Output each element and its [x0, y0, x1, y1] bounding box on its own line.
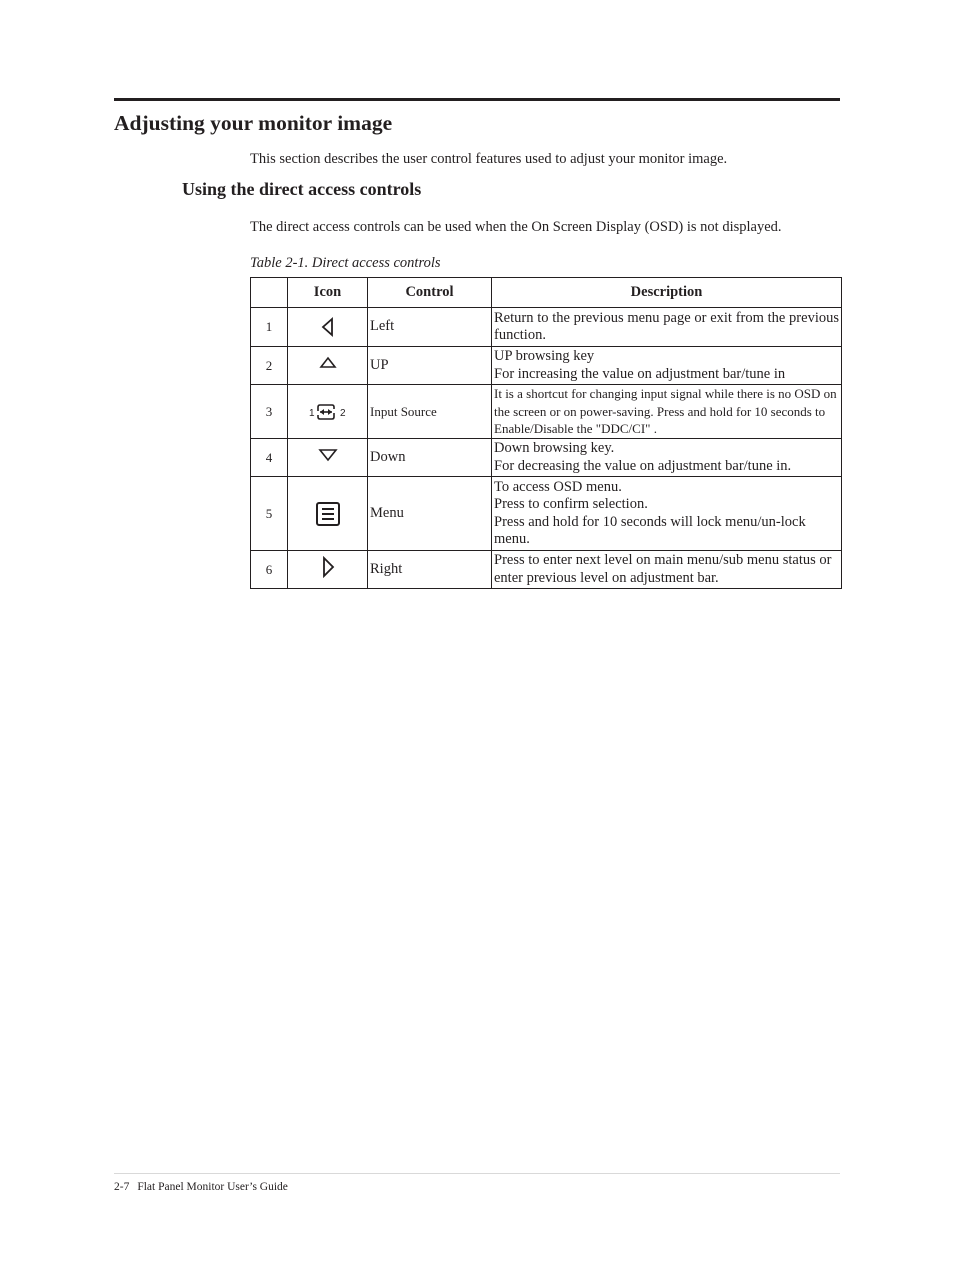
row-number: 6: [251, 551, 288, 589]
row-number: 4: [251, 439, 288, 477]
description-line: UP browsing key: [494, 348, 595, 364]
section-heading: Using the direct access controls: [182, 179, 422, 199]
control-description: [492, 439, 842, 477]
control-description: [492, 551, 842, 589]
control-description: [492, 347, 842, 385]
down-triangle-icon: [318, 448, 338, 462]
row-number: 2: [251, 347, 288, 385]
control-name: UP: [368, 347, 492, 385]
table-row: [251, 385, 842, 439]
page-footer: [114, 1181, 288, 1193]
table-row: [251, 477, 842, 551]
body-paragraph: The direct access controls can be used when the On Screen Display (OSD) is not displayed.: [250, 219, 782, 235]
description-line: For increasing the value on adjustment bar/tune in: [494, 365, 786, 382]
table-header-row: [251, 278, 842, 308]
header-control: Control: [368, 278, 492, 308]
up-triangle-icon: [319, 355, 337, 369]
table-row: [251, 551, 842, 589]
right-triangle-icon: [320, 556, 336, 578]
menu-icon: [315, 501, 341, 527]
control-name: Right: [368, 551, 492, 589]
description-line: Press to confirm selection.: [494, 496, 648, 512]
direct-access-controls-table: [250, 277, 842, 589]
left-triangle-icon: [320, 317, 336, 337]
input-source-label-1: 1: [308, 407, 315, 419]
description-line: Press to enter next level on main menu/sub menu status or enter previous level on adjustment bar.: [494, 552, 832, 586]
table-row: [251, 439, 842, 477]
description-line: It is a shortcut for changing input signal while there is no OSD on the screen or on power-saving. Press and hold for 10 seconds to Enable/Disable the "DDC/CI" .: [494, 386, 837, 437]
intro-text: This section describes the user control features used to adjust your monitor image.: [250, 151, 728, 167]
control-name: Input Source: [368, 385, 492, 439]
input-source-label-2: 2: [339, 407, 346, 419]
page-title: Adjusting your monitor image: [114, 111, 393, 135]
table-caption: Table 2-1. Direct access controls: [250, 255, 441, 271]
control-name: Menu: [368, 477, 492, 551]
header-icon: Icon: [288, 278, 368, 308]
control-description: [492, 308, 842, 347]
control-name: Down: [368, 439, 492, 477]
guide-title: Flat Panel Monitor User’s Guide: [137, 1181, 288, 1193]
top-rule: [114, 98, 840, 101]
table-row: [251, 347, 842, 385]
description-line: Return to the previous menu page or exit from the previous function.: [494, 309, 839, 343]
page-number: 2-7: [114, 1181, 130, 1193]
row-number: 3: [251, 385, 288, 439]
description-line: Down browsing key.: [494, 440, 615, 456]
row-number: 5: [251, 477, 288, 551]
footer-rule: [114, 1173, 840, 1174]
row-number: 1: [251, 308, 288, 347]
description-line: To access OSD menu.: [494, 478, 622, 495]
control-name: Left: [368, 308, 492, 347]
table-row: [251, 308, 842, 347]
input-source-icon: [307, 402, 349, 422]
control-description: [492, 477, 842, 551]
description-line: For decreasing the value on adjustment bar/tune in.: [494, 457, 792, 474]
header-description: Description: [492, 278, 842, 308]
header-number: [251, 278, 288, 308]
control-description: [492, 385, 842, 439]
description-line: Press and hold for 10 seconds will lock menu/un-lock menu.: [494, 513, 806, 547]
